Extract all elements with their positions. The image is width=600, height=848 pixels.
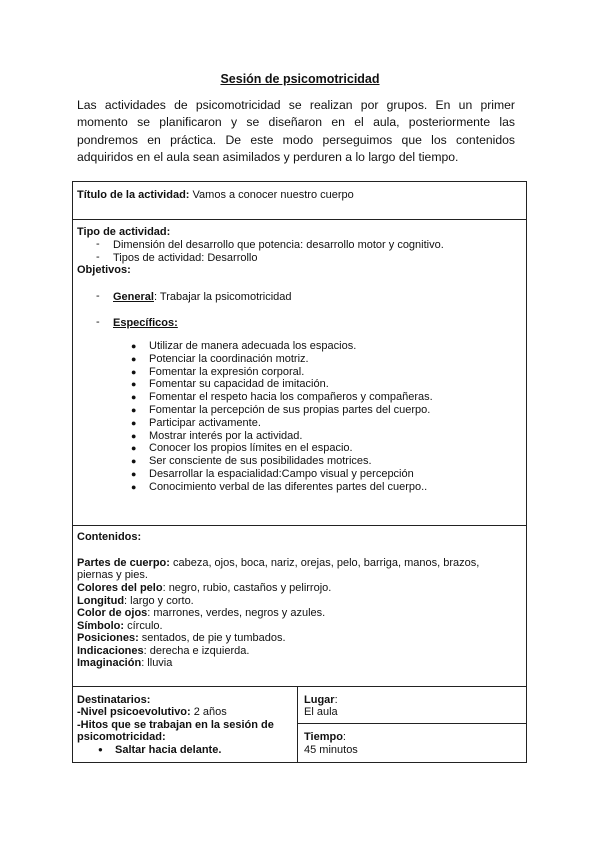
- page-title: Sesión de psicomotricidad: [220, 72, 380, 86]
- directions-label: Indicaciones: [77, 645, 144, 657]
- bullet-icon: ●: [131, 468, 137, 479]
- place-label-row: [304, 694, 338, 707]
- imagination-row: [77, 657, 172, 670]
- list-item: ● Potenciar la coordinación motriz.: [131, 352, 309, 365]
- bullet-icon: ●: [131, 366, 137, 377]
- length-label: Longitud: [77, 595, 125, 607]
- list-item: ● Mostrar interés por la actividad.: [131, 429, 303, 442]
- time-value: 45 minutos: [304, 744, 358, 756]
- time-label: Tiempo: [304, 731, 343, 743]
- bullet-icon: ●: [131, 417, 137, 428]
- milestones-label-continuation: psicomotricidad:: [77, 731, 166, 743]
- milestone-item: Saltar hacia delante.: [115, 744, 222, 756]
- row-divider: [297, 723, 527, 724]
- objectives-label: Objetivos:: [77, 264, 131, 276]
- positions-value: sentados, de pie y tumbados.: [138, 632, 286, 644]
- activity-type-item: Dimensión del desarrollo que potencia: desarrollo motor y cognitivo.: [113, 239, 444, 251]
- place-value: El aula: [304, 706, 338, 718]
- milestones-label: -Hitos que se trabajan en la sesión de: [77, 719, 274, 731]
- place-label: Lugar: [304, 694, 335, 706]
- time-label-row: [304, 731, 346, 744]
- imagination-value: : lluvia: [141, 657, 173, 669]
- general-objective-value: : Trabajar la psicomotricidad: [153, 291, 292, 303]
- column-divider: [297, 686, 298, 763]
- list-item: ● Conocimiento verbal de las diferentes partes del cuerpo..: [131, 480, 428, 493]
- activity-title-label: Título de la actividad:: [77, 189, 190, 201]
- bullet-icon: ●: [131, 430, 137, 441]
- bullet-icon: ●: [131, 379, 137, 390]
- activity-type-item: Tipos de actividad: Desarrollo: [113, 252, 258, 264]
- dash-marker: -: [96, 290, 100, 302]
- specific-objectives-list: [127, 340, 433, 494]
- list-item: ● Utilizar de manera adecuada los espacios.: [131, 340, 357, 352]
- list-item: ● Conocer los propios límites en el espacio.: [131, 442, 353, 455]
- length-value: : largo y corto.: [124, 595, 194, 607]
- activity-type-label: Tipo de actividad:: [77, 226, 171, 238]
- symbol-row: [77, 620, 163, 633]
- bullet-icon: ●: [131, 481, 137, 492]
- list-item: ● Fomentar la percepción de sus propias partes del cuerpo.: [131, 403, 431, 416]
- activity-title-value: Vamos a conocer nuestro cuerpo: [192, 189, 354, 201]
- list-item: ● Desarrollar la espacialidad:Campo visual y percepción: [131, 467, 414, 480]
- level-label: -Nivel psicoevolutivo:: [77, 706, 191, 718]
- symbol-value: círculo.: [124, 620, 163, 632]
- body-parts-row: [77, 557, 479, 570]
- positions-row: [77, 632, 286, 645]
- directions-value: : derecha e izquierda.: [143, 645, 250, 657]
- bullet-icon: ●: [131, 341, 137, 351]
- bullet-icon: ●: [131, 404, 137, 415]
- symbol-label: Símbolo:: [77, 620, 125, 632]
- bullet-icon: ●: [98, 745, 103, 754]
- contents-label: Contenidos:: [77, 531, 142, 543]
- time-colon: :: [342, 731, 346, 743]
- body-parts-continuation: piernas y pies.: [77, 569, 148, 581]
- intro-paragraph: Las actividades de psicomotricidad se realizan por grupos. En un primer momento se planificaron y se diseñaron en el aula, posteriormente las pondremos en práctica. De este modo perseguimos que los contenidos adquiridos en el aula sean asimilados y perduren a lo largo del tiempo.: [77, 98, 515, 164]
- hair-colors-label: Colores del pelo: [77, 582, 163, 594]
- recipients-label: Destinatarios:: [77, 694, 151, 706]
- list-item: ● Ser consciente de sus posibilidades motrices.: [131, 455, 372, 468]
- list-item: ● Fomentar la expresión corporal.: [131, 365, 305, 378]
- level-row: [77, 706, 227, 719]
- dash-marker: -: [96, 251, 100, 263]
- list-item: ● Fomentar su capacidad de imitación.: [131, 378, 329, 391]
- body-parts-value: cabeza, ojos, boca, nariz, orejas, pelo, barriga, manos, brazos,: [169, 557, 480, 569]
- eye-colors-label: Color de ojos: [77, 607, 148, 619]
- length-row: [77, 595, 194, 608]
- level-value: 2 años: [190, 706, 227, 718]
- eye-colors-row: [77, 607, 325, 620]
- specific-objectives-label: Específicos:: [113, 317, 178, 329]
- bullet-icon: ●: [131, 456, 137, 467]
- hair-colors-row: [77, 582, 331, 595]
- activity-title-row: [77, 189, 354, 202]
- hair-colors-value: : negro, rubio, castaños y pelirrojo.: [162, 582, 332, 594]
- place-colon: :: [334, 694, 338, 706]
- general-objective: [113, 291, 292, 304]
- bullet-icon: ●: [131, 443, 137, 454]
- dash-marker: -: [96, 238, 100, 250]
- bullet-icon: ●: [131, 392, 137, 403]
- imagination-label: Imaginación: [77, 657, 142, 669]
- general-objective-label: General: [113, 291, 154, 303]
- bullet-icon: ●: [131, 353, 137, 364]
- list-item: ● Fomentar el respeto hacia los compañeros y compañeras.: [131, 391, 433, 404]
- dash-marker: -: [96, 316, 100, 328]
- directions-row: [77, 645, 249, 658]
- body-parts-label: Partes de cuerpo:: [77, 557, 170, 569]
- eye-colors-value: : marrones, verdes, negros y azules.: [147, 607, 326, 619]
- positions-label: Posiciones:: [77, 632, 139, 644]
- list-item: ● Participar activamente.: [131, 416, 261, 429]
